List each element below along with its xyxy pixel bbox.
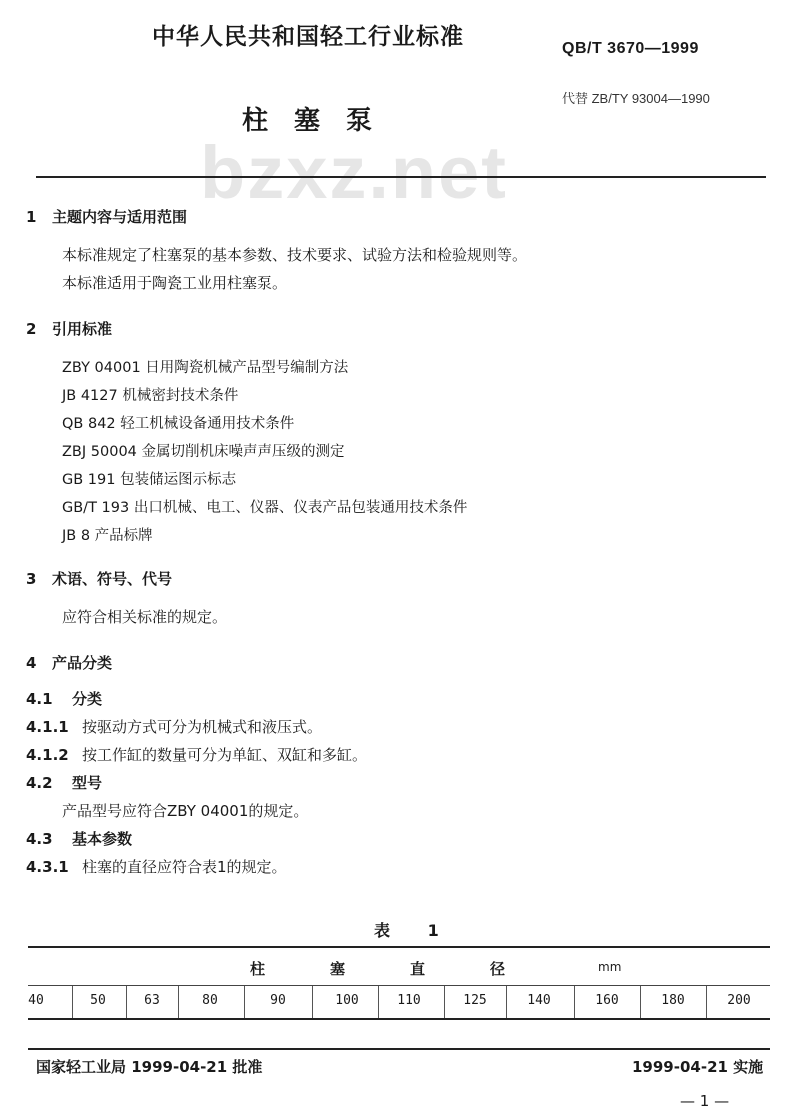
- section-4-3-1: [26, 856, 287, 877]
- table-header-char: 径: [490, 960, 506, 978]
- table-cell: 110: [397, 993, 421, 1008]
- section-1-line-1: 本标准规定了柱塞泵的基本参数、技术要求、试验方法和检验规则等。: [62, 246, 528, 264]
- ref-item: GB 191 包装储运图示标志: [62, 472, 237, 488]
- table-mid-rule: [28, 985, 770, 986]
- table-top-rule: [28, 946, 770, 948]
- table-cell: 125: [463, 993, 487, 1008]
- section-4-2: [26, 772, 102, 793]
- subsection-number: 4.3.1: [26, 858, 69, 876]
- subsection-number: 4.1.2: [26, 746, 69, 764]
- subsection-text: 按工作缸的数量可分为单缸、双缸和多缸。: [82, 746, 368, 764]
- section-number: 2: [26, 320, 37, 338]
- section-4-1-1: [26, 716, 322, 737]
- subsection-number: 4.3: [26, 830, 53, 848]
- subsection-text: 按驱动方式可分为机械式和液压式。: [82, 718, 323, 736]
- table-divider: [178, 986, 179, 1018]
- issuing-org: 中华人民共和国轻工行业标准: [152, 24, 464, 50]
- approval-line: 国家轻工业局 1999-04-21 批准: [36, 1058, 263, 1076]
- subsection-number: 4.1: [26, 690, 53, 708]
- section-1-line-2: 本标准适用于陶瓷工业用柱塞泵。: [62, 274, 288, 292]
- section-number: 4: [26, 654, 37, 672]
- footer-rule: [28, 1048, 770, 1050]
- table-header-char: 柱: [250, 960, 266, 978]
- section-2-heading: [26, 318, 112, 339]
- table-title: 表 1: [374, 921, 455, 940]
- watermark: bzxz.net: [200, 131, 508, 214]
- table-bottom-rule: [28, 1018, 770, 1020]
- table-header-char: 塞: [330, 960, 346, 978]
- ref-item: ZBJ 50004 金属切削机床噪声声压级的测定: [62, 444, 345, 460]
- subsection-title: 型号: [72, 774, 103, 792]
- table-cell: 50: [90, 993, 106, 1008]
- section-4-3: [26, 828, 132, 849]
- table-divider: [72, 986, 73, 1018]
- document-title: 柱塞泵: [242, 106, 399, 136]
- ref-item: ZBY 04001 日用陶瓷机械产品型号编制方法: [62, 360, 349, 376]
- page-number: — 1 —: [680, 1092, 730, 1110]
- section-title: 引用标准: [52, 320, 113, 338]
- ref-item: GB/T 193 出口机械、电工、仪器、仪表产品包装通用技术条件: [62, 500, 468, 516]
- table-divider: [378, 986, 379, 1018]
- table-divider: [506, 986, 507, 1018]
- table-cell: 80: [202, 993, 218, 1008]
- section-number: 1: [26, 208, 37, 226]
- table-cell: 160: [595, 993, 619, 1008]
- table-cell: 63: [144, 993, 160, 1008]
- subsection-title: 分类: [72, 690, 103, 708]
- section-4-heading: [26, 652, 112, 673]
- table-divider: [244, 986, 245, 1018]
- table-cell: 90: [270, 993, 286, 1008]
- section-title: 产品分类: [52, 654, 113, 672]
- table-divider: [444, 986, 445, 1018]
- table-cell: 200: [727, 993, 751, 1008]
- ref-item: JB 4127 机械密封技术条件: [62, 388, 239, 404]
- header-rule: [36, 176, 766, 178]
- table-cell: 40: [28, 993, 44, 1008]
- ref-item: JB 8 产品标牌: [62, 528, 153, 544]
- section-3-line-1: 应符合相关标准的规定。: [62, 608, 228, 626]
- table-divider: [312, 986, 313, 1018]
- section-title: 主题内容与适用范围: [52, 208, 188, 226]
- replaces-standard: 代替 ZB/TY 93004—1990: [562, 91, 710, 106]
- subsection-number: 4.2: [26, 774, 53, 792]
- standard-number: QB/T 3670—1999: [562, 40, 699, 57]
- ref-item: QB 842 轻工机械设备通用技术条件: [62, 416, 295, 432]
- subsection-text: 柱塞的直径应符合表1的规定。: [82, 858, 287, 876]
- table-divider: [126, 986, 127, 1018]
- section-number: 3: [26, 570, 37, 588]
- table-cell: 140: [527, 993, 551, 1008]
- subsection-title: 基本参数: [72, 830, 133, 848]
- subsection-number: 4.1.1: [26, 718, 69, 736]
- section-4-2-text: 产品型号应符合ZBY 04001的规定。: [62, 802, 309, 820]
- table-divider: [706, 986, 707, 1018]
- table-header-char: 直: [410, 960, 426, 978]
- section-4-1-2: [26, 744, 367, 765]
- section-4-1: [26, 688, 102, 709]
- implementation-date: 1999-04-21 实施: [632, 1058, 764, 1076]
- section-1-heading: [26, 206, 187, 227]
- table-cell: 100: [335, 993, 359, 1008]
- table-cell: 180: [661, 993, 685, 1008]
- section-3-heading: [26, 568, 172, 589]
- table-divider: [574, 986, 575, 1018]
- section-title: 术语、符号、代号: [52, 570, 173, 588]
- table-divider: [640, 986, 641, 1018]
- table-unit: mm: [598, 960, 622, 974]
